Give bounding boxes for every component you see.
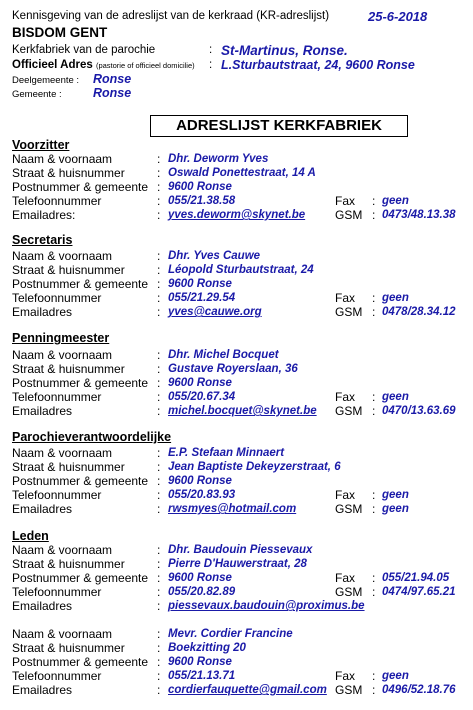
label-email: Emailadres: [12, 404, 73, 418]
colon: :: [372, 683, 376, 697]
row-postnummer: [12, 655, 472, 669]
row-postnummer: [12, 376, 472, 390]
gemeente-value: Ronse: [93, 86, 132, 100]
row-naam: [12, 543, 472, 557]
label-telefoon: Telefoonnummer: [12, 291, 102, 305]
email-link[interactable]: cordierfauquette@gmail.com: [168, 684, 327, 696]
value-straat: Gustave Royerslaan, 36: [168, 363, 298, 375]
value-gsm: 0496/52.18.76: [382, 684, 456, 696]
value-fax: geen: [382, 670, 409, 682]
label-telefoon: Telefoonnummer: [12, 585, 102, 599]
section-title-leden: Leden: [12, 529, 49, 543]
kerkfabriek-value: St-Martinus, Ronse.: [221, 43, 348, 58]
colon: :: [157, 376, 161, 390]
colon: :: [372, 208, 376, 222]
value-telefoon: 055/21.13.71: [168, 670, 236, 682]
row-telefoon: [12, 194, 472, 208]
value-fax: geen: [382, 195, 409, 207]
colon: :: [372, 571, 376, 585]
label-fax: Fax: [335, 194, 356, 208]
row-email: [12, 305, 472, 319]
colon: :: [157, 599, 161, 613]
label-postnummer: Postnummer & gemeente: [12, 474, 149, 488]
colon: :: [157, 669, 161, 683]
value-fax: geen: [382, 391, 409, 403]
row-naam: [12, 627, 472, 641]
label-telefoon: Telefoonnummer: [12, 669, 102, 683]
row-email: [12, 208, 472, 222]
row-email: [12, 599, 472, 613]
row-email: [12, 683, 472, 697]
section-title-secretaris: Secretaris: [12, 233, 73, 247]
value-gsm: 0470/13.63.69: [382, 405, 456, 417]
row-telefoon: [12, 669, 472, 683]
label-straat: Straat & huisnummer: [12, 460, 125, 474]
label-telefoon: Telefoonnummer: [12, 488, 102, 502]
colon: :: [157, 291, 161, 305]
label-gsm: GSM: [335, 208, 363, 222]
value-straat: Pierre D'Hauwerstraat, 28: [168, 558, 307, 570]
row-postnummer: [12, 277, 472, 291]
label-email: Emailadres: [12, 599, 73, 613]
label-naam: Naam & voornaam: [12, 152, 113, 166]
label-gsm: GSM: [335, 502, 363, 516]
document-date: 25-6-2018: [368, 9, 428, 24]
value-telefoon: 055/20.67.34: [168, 391, 236, 403]
value-gsm: geen: [382, 503, 409, 515]
colon: :: [157, 488, 161, 502]
row-straat: [12, 557, 472, 571]
label-naam: Naam & voornaam: [12, 348, 113, 362]
label-straat: Straat & huisnummer: [12, 166, 125, 180]
label-gsm: GSM: [335, 404, 363, 418]
value-gsm: 0474/97.65.21: [382, 586, 456, 598]
row-straat: [12, 641, 472, 655]
value-straat: Oswald Ponettestraat, 14 A: [168, 167, 316, 179]
value-postnummer: 9600 Ronse: [168, 181, 232, 193]
colon: :: [157, 180, 161, 194]
colon: :: [157, 249, 161, 263]
colon: :: [157, 390, 161, 404]
row-straat: [12, 460, 472, 474]
label-email: Emailadres: [12, 305, 73, 319]
value-naam: E.P. Stefaan Minnaert: [168, 447, 285, 459]
value-naam: Dhr. Baudouin Piessevaux: [168, 544, 313, 556]
meta-colon: :: [209, 44, 213, 56]
row-email: [12, 502, 472, 516]
colon: :: [157, 460, 161, 474]
value-fax: 055/21.94.05: [382, 572, 450, 584]
colon: :: [372, 194, 376, 208]
meta-colon: :: [209, 59, 213, 71]
row-straat: [12, 362, 472, 376]
deelgemeente-label: Deelgemeente :: [12, 75, 80, 86]
label-postnummer: Postnummer & gemeente: [12, 571, 149, 585]
colon: :: [157, 446, 161, 460]
value-naam: Dhr. Deworm Yves: [168, 153, 269, 165]
row-postnummer: [12, 180, 472, 194]
label-straat: Straat & huisnummer: [12, 362, 125, 376]
notice-heading: Kennisgeving van de adreslijst van de kerkraad (KR-adreslijst): [12, 10, 330, 22]
colon: :: [372, 404, 376, 418]
email-link[interactable]: michel.bocquet@skynet.be: [168, 405, 317, 417]
label-fax: Fax: [335, 488, 356, 502]
section-title-voorzitter: Voorzitter: [12, 138, 70, 152]
colon: :: [157, 194, 161, 208]
colon: :: [157, 585, 161, 599]
row-postnummer: [12, 474, 472, 488]
email-link[interactable]: rwsmyes@hotmail.com: [168, 503, 297, 515]
value-postnummer: 9600 Ronse: [168, 572, 232, 584]
colon: :: [372, 502, 376, 516]
value-naam: Dhr. Michel Bocquet: [168, 349, 279, 361]
label-telefoon: Telefoonnummer: [12, 390, 102, 404]
value-fax: geen: [382, 489, 409, 501]
value-postnummer: 9600 Ronse: [168, 475, 232, 487]
colon: :: [157, 543, 161, 557]
gemeente-label: Gemeente :: [12, 89, 62, 100]
colon: :: [372, 305, 376, 319]
label-postnummer: Postnummer & gemeente: [12, 277, 149, 291]
colon: :: [372, 390, 376, 404]
value-postnummer: 9600 Ronse: [168, 377, 232, 389]
label-naam: Naam & voornaam: [12, 249, 113, 263]
label-postnummer: Postnummer & gemeente: [12, 655, 149, 669]
value-naam: Dhr. Yves Cauwe: [168, 250, 261, 262]
colon: :: [157, 571, 161, 585]
label-gsm: GSM: [335, 683, 363, 697]
label-email: Emailadres: [12, 683, 73, 697]
label-fax: Fax: [335, 571, 356, 585]
label-straat: Straat & huisnummer: [12, 263, 125, 277]
row-telefoon: [12, 585, 472, 599]
colon: :: [157, 277, 161, 291]
adres-value: L.Sturbautstraat, 24, 9600 Ronse: [221, 58, 415, 72]
colon: :: [157, 655, 161, 669]
adres-label: [12, 59, 195, 71]
value-gsm: 0473/48.13.38: [382, 209, 456, 221]
row-telefoon: [12, 390, 472, 404]
label-fax: Fax: [335, 390, 356, 404]
row-postnummer: [12, 571, 472, 585]
adres-sub-label: (pastorie of officieel domicilie): [95, 61, 195, 70]
label-postnummer: Postnummer & gemeente: [12, 180, 149, 194]
colon: :: [157, 166, 161, 180]
colon: :: [157, 362, 161, 376]
value-straat: Léopold Sturbautstraat, 24: [168, 264, 314, 276]
email-link[interactable]: yves@cauwe.org: [168, 306, 262, 318]
colon: :: [157, 305, 161, 319]
row-naam: [12, 152, 472, 166]
colon: :: [157, 641, 161, 655]
label-gsm: GSM: [335, 305, 363, 319]
value-fax: geen: [382, 292, 409, 304]
row-straat: [12, 263, 472, 277]
colon: :: [372, 291, 376, 305]
label-telefoon: Telefoonnummer: [12, 194, 102, 208]
colon: :: [157, 683, 161, 697]
colon: :: [157, 474, 161, 488]
value-gsm: 0478/28.34.12: [382, 306, 456, 318]
label-naam: Naam & voornaam: [12, 446, 113, 460]
value-straat: Boekzitting 20: [168, 642, 246, 654]
bisdom-heading: BISDOM GENT: [12, 25, 108, 40]
page-title: ADRESLIJST KERKFABRIEK: [150, 115, 408, 137]
label-email: Emailadres:: [12, 208, 76, 222]
row-naam: [12, 348, 472, 362]
label-naam: Naam & voornaam: [12, 627, 113, 641]
label-fax: Fax: [335, 669, 356, 683]
label-straat: Straat & huisnummer: [12, 641, 125, 655]
row-naam: [12, 446, 472, 460]
row-telefoon: [12, 291, 472, 305]
adres-label-text: Officieel Adres: [12, 59, 93, 71]
email-link[interactable]: yves.deworm@skynet.be: [168, 209, 306, 221]
value-postnummer: 9600 Ronse: [168, 278, 232, 290]
value-naam: Mevr. Cordier Francine: [168, 628, 293, 640]
email-link[interactable]: piessevaux.baudouin@proximus.be: [168, 600, 365, 612]
colon: :: [372, 669, 376, 683]
row-telefoon: [12, 488, 472, 502]
section-title-penningmeester: Penningmeester: [12, 331, 110, 345]
row-straat: [12, 166, 472, 180]
colon: :: [157, 208, 161, 222]
label-straat: Straat & huisnummer: [12, 557, 125, 571]
value-straat: Jean Baptiste Dekeyzerstraat, 6: [168, 461, 341, 473]
label-naam: Naam & voornaam: [12, 543, 113, 557]
value-postnummer: 9600 Ronse: [168, 656, 232, 668]
value-telefoon: 055/20.83.93: [168, 489, 236, 501]
section-title-parochieverantwoordelijke: Parochieverantwoordelijke: [12, 430, 172, 444]
colon: :: [157, 152, 161, 166]
colon: :: [157, 557, 161, 571]
value-telefoon: 055/21.38.58: [168, 195, 236, 207]
colon: :: [372, 488, 376, 502]
kerkfabriek-label: Kerkfabriek van de parochie: [12, 44, 156, 56]
colon: :: [157, 404, 161, 418]
deelgemeente-value: Ronse: [93, 72, 132, 86]
label-gsm: GSM: [335, 585, 363, 599]
colon: :: [157, 502, 161, 516]
value-telefoon: 055/21.29.54: [168, 292, 236, 304]
value-telefoon: 055/20.82.89: [168, 586, 236, 598]
label-postnummer: Postnummer & gemeente: [12, 376, 149, 390]
colon: :: [372, 585, 376, 599]
colon: :: [157, 627, 161, 641]
colon: :: [157, 263, 161, 277]
label-email: Emailadres: [12, 502, 73, 516]
colon: :: [157, 348, 161, 362]
row-email: [12, 404, 472, 418]
row-naam: [12, 249, 472, 263]
label-fax: Fax: [335, 291, 356, 305]
